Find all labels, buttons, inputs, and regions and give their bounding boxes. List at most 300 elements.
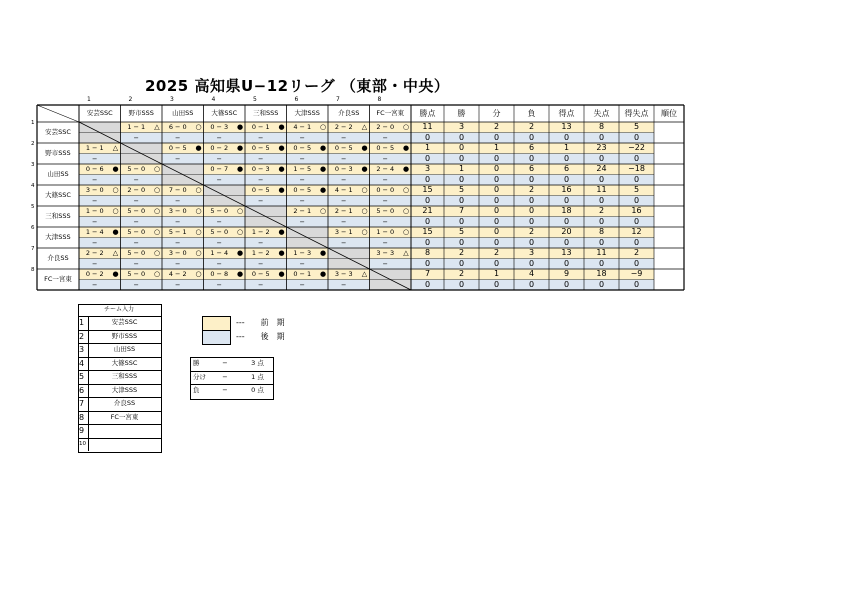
second-half-score: − (341, 280, 347, 289)
stat-header: 勝点 (419, 109, 436, 118)
stat-second-half: 0 (458, 279, 465, 289)
first-half-score: 5 − 0 (376, 207, 395, 215)
second-half-score: − (216, 133, 222, 142)
result-mark: ● (278, 165, 285, 173)
column-number: 8 (377, 96, 382, 103)
result-mark: △ (112, 144, 119, 152)
result-mark: ○ (153, 165, 161, 173)
first-half-score: 5 − 0 (127, 228, 146, 236)
second-half-score: − (92, 238, 98, 247)
result-mark: ○ (153, 186, 161, 194)
stat-first-half: 0 (493, 206, 500, 215)
column-number: 2 (128, 96, 133, 103)
stat-second-half: 0 (563, 258, 570, 268)
stat-first-half: 2 (528, 227, 535, 236)
stat-header: 得点 (558, 109, 575, 118)
second-half-score: − (133, 280, 139, 289)
first-half-score: 4 − 1 (334, 186, 353, 194)
stat-first-half: 0 (458, 143, 465, 152)
stat-second-half: 0 (563, 132, 570, 142)
result-mark: ○ (112, 207, 119, 215)
second-half-score: − (133, 196, 139, 205)
second-half-score: − (216, 259, 222, 268)
stat-first-half: 5 (633, 185, 640, 194)
stat-first-half: 16 (561, 185, 572, 194)
row-team-name: 大篠SSC (45, 191, 71, 199)
result-mark: ● (236, 249, 244, 257)
result-mark: ○ (112, 186, 119, 194)
column-team-header: 大篠SSC (211, 109, 238, 117)
stat-second-half: 0 (493, 195, 500, 205)
first-half-score: 2 − 1 (293, 207, 312, 215)
second-half-score: − (341, 196, 347, 205)
stat-first-half: 0 (493, 227, 500, 236)
stat-second-half: 0 (493, 132, 500, 142)
result-mark: ● (319, 249, 327, 257)
stat-second-half: 0 (424, 237, 431, 247)
first-half-score: 1 − 4 (85, 228, 104, 236)
team-input-number: 3 (79, 345, 85, 354)
first-half-score: 0 − 0 (376, 186, 395, 194)
first-half-score: 5 − 0 (127, 165, 146, 173)
first-half-score: 0 − 5 (376, 144, 395, 152)
column-team-header: 三和SSS (253, 109, 279, 117)
stat-second-half: 0 (424, 279, 431, 289)
second-half-score: − (175, 259, 181, 268)
row-number: 2 (31, 141, 35, 147)
first-half-score: 0 − 5 (168, 144, 187, 152)
second-half-score: − (258, 259, 264, 268)
second-half-score: − (175, 238, 181, 247)
stat-second-half: 0 (424, 174, 431, 184)
second-half-score: − (175, 196, 181, 205)
team-input-name: 野市SSS (111, 331, 138, 340)
stat-first-half: 23 (596, 143, 607, 152)
team-input-name: 大篠SSC (111, 358, 138, 367)
result-mark: ○ (402, 228, 410, 236)
second-half-score: − (341, 175, 347, 184)
second-half-score: − (216, 217, 222, 226)
stat-second-half: 0 (633, 258, 640, 268)
result-mark: ○ (361, 186, 368, 194)
result-mark: ○ (361, 207, 368, 215)
stat-second-half: 0 (598, 237, 605, 247)
stat-first-half: 8 (424, 248, 431, 257)
result-mark: ○ (153, 228, 161, 236)
corner-diagonal (37, 105, 79, 122)
stat-first-half: 6 (563, 164, 570, 173)
stat-first-half: 1 (493, 269, 500, 278)
row-team-name: 野市SSS (45, 149, 71, 157)
second-half-score: − (175, 133, 181, 142)
column-team-header: 安芸SSC (86, 109, 113, 117)
stat-first-half: 0 (493, 185, 500, 194)
second-half-score: − (92, 217, 98, 226)
first-half-score: 0 − 3 (210, 123, 229, 131)
result-mark: ● (361, 165, 368, 173)
second-half-score: − (133, 175, 139, 184)
stat-second-half: 0 (563, 216, 570, 226)
stat-first-half: 7 (458, 206, 465, 215)
stat-header: 順位 (661, 109, 677, 118)
result-mark: ○ (195, 123, 202, 131)
stat-first-half: 11 (422, 122, 433, 131)
stat-second-half: 0 (563, 279, 570, 289)
first-half-score: 5 − 0 (127, 249, 146, 257)
stat-second-half: 0 (458, 132, 465, 142)
column-team-header: 大津SSS (294, 109, 320, 117)
points-value: 1 点 (251, 372, 264, 381)
first-half-score: 0 − 3 (334, 165, 353, 173)
stat-second-half: 0 (528, 195, 535, 205)
stat-second-half: 0 (458, 237, 465, 247)
stat-second-half: 0 (598, 174, 605, 184)
row-number: 1 (31, 120, 35, 126)
first-half-score: 5 − 0 (127, 270, 146, 278)
result-mark: △ (361, 270, 368, 278)
team-input-name: 介良SS (113, 399, 136, 407)
team-input-name: 山田SS (113, 345, 136, 353)
stat-second-half: 0 (528, 174, 535, 184)
second-half-score: − (133, 217, 139, 226)
second-half-score: − (299, 217, 305, 226)
team-input-number: 8 (79, 412, 85, 422)
stat-second-half: 0 (633, 279, 640, 289)
stat-second-half: 0 (633, 174, 640, 184)
row-team-name: 三和SSS (45, 212, 71, 220)
first-half-score: 4 − 1 (293, 123, 312, 131)
points-label: 負 (193, 386, 200, 394)
result-mark: ● (319, 270, 327, 278)
stat-second-half: 0 (493, 258, 500, 268)
second-half-score: − (341, 238, 347, 247)
first-half-score: 1 − 2 (251, 249, 270, 257)
result-mark: ● (112, 228, 119, 236)
second-half-swatch (202, 330, 231, 345)
first-half-label: --- 前 期 (236, 318, 285, 327)
second-half-score: − (382, 133, 388, 142)
stat-second-half: 0 (633, 132, 640, 142)
stat-first-half: 1 (458, 164, 465, 173)
stat-second-half: 0 (633, 195, 640, 205)
stat-first-half: 0 (493, 164, 500, 173)
stat-first-half: 2 (528, 122, 535, 131)
first-half-score: 0 − 5 (251, 270, 270, 278)
stat-first-half: 1 (493, 143, 500, 152)
result-mark: ● (402, 165, 410, 173)
second-half-score: − (133, 133, 139, 142)
stat-first-half: 6 (528, 143, 535, 152)
first-half-score: 1 − 1 (127, 123, 146, 131)
stat-first-half: 11 (596, 185, 607, 194)
second-half-score: − (258, 154, 264, 163)
stat-second-half: 0 (598, 153, 605, 163)
row-team-name: 大津SSS (45, 233, 71, 241)
team-input-number: 5 (79, 372, 85, 381)
first-half-score: 2 − 0 (127, 186, 146, 194)
stat-second-half: 0 (458, 216, 465, 226)
stat-first-half: 3 (458, 122, 465, 131)
stat-first-half: 12 (631, 227, 642, 236)
second-half-score: − (258, 175, 264, 184)
first-half-score: 3 − 3 (334, 270, 353, 278)
stat-second-half: 0 (563, 195, 570, 205)
result-mark: ○ (402, 207, 410, 215)
first-half-score: 2 − 2 (85, 249, 104, 257)
first-half-score: 0 − 5 (293, 186, 312, 194)
column-team-header: 介良SS (338, 109, 360, 117)
stat-second-half: 0 (598, 279, 605, 289)
stat-first-half: 6 (528, 164, 535, 173)
stat-first-half: 2 (493, 248, 500, 257)
stat-second-half: 0 (493, 279, 500, 289)
second-half-score: − (175, 280, 181, 289)
second-half-score: − (216, 175, 222, 184)
row-number: 8 (31, 267, 35, 273)
second-half-score: − (258, 133, 264, 142)
first-half-score: 2 − 4 (376, 165, 395, 173)
first-half-score: 1 − 2 (251, 228, 270, 236)
points-dash: − (222, 359, 228, 367)
first-half-score: 0 − 8 (210, 270, 229, 278)
team-input-number: 10 (79, 440, 86, 447)
team-input-number: 7 (79, 399, 85, 408)
first-half-score: 1 − 1 (85, 144, 104, 152)
result-mark: ● (319, 144, 327, 152)
stat-second-half: 0 (493, 153, 500, 163)
row-team-name: 安芸SSC (45, 128, 71, 136)
result-mark: ○ (195, 186, 202, 194)
stat-second-half: 0 (424, 195, 431, 205)
result-mark: △ (112, 249, 119, 257)
second-half-score: − (92, 280, 98, 289)
result-mark: ● (278, 186, 285, 194)
first-half-score: 0 − 6 (85, 165, 104, 173)
result-mark: ○ (402, 186, 410, 194)
result-mark: ○ (195, 249, 202, 257)
column-number: 7 (336, 96, 340, 103)
column-number: 6 (294, 96, 299, 103)
stat-first-half: 18 (561, 206, 572, 215)
first-half-score: 0 − 3 (251, 165, 270, 173)
second-half-score: − (299, 259, 305, 268)
stat-first-half: 5 (458, 227, 465, 236)
stat-first-half: 13 (561, 248, 572, 257)
result-mark: ○ (195, 270, 202, 278)
points-label: 勝 (193, 359, 200, 367)
second-half-score: − (258, 238, 264, 247)
row-team-name: 山田SS (47, 170, 69, 178)
column-number: 5 (253, 96, 257, 103)
stat-first-half: 2 (458, 269, 465, 278)
first-half-score: 0 − 7 (210, 165, 229, 173)
column-team-header: 山田SS (172, 109, 194, 117)
stat-second-half: 0 (493, 216, 500, 226)
second-half-score: − (299, 175, 305, 184)
first-half-score: 1 − 0 (85, 207, 104, 215)
first-half-score: 3 − 0 (85, 186, 104, 194)
result-mark: △ (403, 249, 409, 257)
stat-first-half: −22 (628, 143, 645, 152)
first-half-score: 4 − 2 (168, 270, 187, 278)
second-half-score: − (382, 154, 388, 163)
stat-second-half: 0 (424, 216, 431, 226)
stat-first-half: 7 (424, 269, 431, 278)
result-mark: ● (361, 144, 368, 152)
result-mark: ○ (153, 249, 161, 257)
second-half-score: − (92, 175, 98, 184)
stat-second-half: 0 (424, 153, 431, 163)
stat-second-half: 0 (528, 237, 535, 247)
row-number: 3 (31, 162, 35, 168)
row-number: 5 (31, 204, 35, 210)
row-number: 4 (31, 183, 35, 189)
stat-first-half: 16 (631, 206, 642, 215)
row-number: 6 (31, 225, 35, 231)
second-half-score: − (92, 196, 98, 205)
first-half-score: 1 − 5 (293, 165, 312, 173)
stat-second-half: 0 (493, 237, 500, 247)
column-number: 1 (87, 96, 91, 103)
first-half-score: 0 − 5 (251, 144, 270, 152)
stat-first-half: 11 (596, 248, 607, 257)
team-input-number: 2 (79, 331, 85, 341)
second-half-score: − (382, 175, 388, 184)
first-half-score: 3 − 0 (168, 207, 187, 215)
stat-first-half: 2 (528, 185, 535, 194)
stat-second-half: 0 (598, 216, 605, 226)
second-half-score: − (258, 196, 264, 205)
stat-second-half: 0 (458, 258, 465, 268)
first-half-score: 5 − 0 (210, 228, 229, 236)
stat-first-half: 2 (458, 248, 465, 257)
stat-first-half: 2 (493, 122, 500, 131)
team-input-name: 三和SSS (111, 372, 138, 380)
team-input-header: チーム入力 (103, 306, 134, 313)
second-half-score: − (382, 196, 388, 205)
result-mark: ● (112, 165, 119, 173)
team-input-name (89, 438, 160, 452)
stat-second-half: 0 (633, 237, 640, 247)
row-team-name: 介良SS (47, 254, 69, 262)
stat-first-half: 13 (561, 122, 572, 131)
first-half-score: 2 − 2 (334, 123, 353, 131)
stat-first-half: 9 (563, 269, 570, 278)
stat-first-half: 2 (598, 206, 605, 215)
column-number: 4 (211, 96, 216, 103)
second-half-score: − (341, 133, 347, 142)
result-mark: ○ (319, 207, 327, 215)
first-half-score: 1 − 4 (210, 249, 229, 257)
result-mark: ● (236, 144, 244, 152)
stat-header: 失点 (593, 109, 610, 118)
team-input-number: 6 (79, 385, 85, 395)
stat-second-half: 0 (458, 195, 465, 205)
team-input-name: 安芸SSC (111, 318, 138, 326)
second-half-label: --- 後 期 (236, 332, 285, 341)
first-half-score: 0 − 5 (251, 186, 270, 194)
second-half-score: − (133, 259, 139, 268)
result-mark: ● (195, 144, 202, 152)
stat-second-half: 0 (528, 258, 535, 268)
team-input-name: FC一宮東 (110, 412, 139, 421)
first-half-score: 1 − 3 (293, 249, 312, 257)
stat-first-half: 5 (458, 185, 465, 194)
stat-first-half: −9 (630, 269, 643, 278)
first-half-score: 3 − 1 (334, 228, 353, 236)
result-mark: △ (154, 123, 160, 131)
result-mark: ○ (195, 228, 202, 236)
stat-second-half: 0 (598, 132, 605, 142)
column-team-header: 野市SSS (128, 109, 154, 117)
team-input-number: 9 (79, 426, 85, 435)
points-label: 分け (193, 372, 206, 381)
second-half-score: − (341, 217, 347, 226)
points-value: 0 点 (251, 386, 264, 394)
stat-first-half: 15 (422, 227, 433, 236)
result-mark: ○ (402, 123, 410, 131)
stat-first-half: 1 (424, 143, 431, 152)
page-title: 2025 高知県U−12リーグ （東部・中央） (145, 77, 450, 95)
stat-second-half: 0 (493, 174, 500, 184)
result-mark: ○ (361, 228, 368, 236)
first-half-score: 3 − 3 (376, 249, 395, 257)
second-half-score: − (299, 280, 305, 289)
result-mark: ● (278, 144, 285, 152)
points-dash: − (222, 372, 228, 381)
first-half-score: 3 − 0 (168, 249, 187, 257)
result-mark: ● (402, 144, 410, 152)
row-team-name: FC一宮東 (44, 275, 72, 283)
second-half-score: − (92, 154, 98, 163)
second-half-score: − (382, 259, 388, 268)
stat-first-half: 24 (596, 164, 607, 173)
team-input-name: 大津SSS (111, 385, 138, 394)
result-mark: ● (319, 165, 327, 173)
second-half-score: − (341, 154, 347, 163)
first-half-score: 5 − 0 (210, 207, 229, 215)
second-half-score: − (382, 217, 388, 226)
first-half-score: 1 − 0 (376, 228, 395, 236)
result-mark: ○ (319, 123, 327, 131)
second-half-score: − (258, 280, 264, 289)
first-half-score: 0 − 2 (210, 144, 229, 152)
second-half-score: − (299, 133, 305, 142)
team-input-name (89, 424, 160, 438)
stat-header: 負 (527, 109, 536, 118)
second-half-score: − (92, 259, 98, 268)
result-mark: ● (278, 228, 285, 236)
first-half-score: 5 − 1 (168, 228, 187, 236)
stat-second-half: 0 (528, 132, 535, 142)
stat-second-half: 0 (424, 132, 431, 142)
result-mark: ○ (153, 270, 161, 278)
stat-first-half: 8 (598, 227, 605, 236)
result-mark: ○ (236, 207, 244, 215)
stat-second-half: 0 (458, 174, 465, 184)
first-half-score: 6 − 0 (168, 123, 187, 131)
stat-first-half: 5 (633, 122, 640, 131)
result-mark: ● (278, 123, 285, 131)
team-input-number: 4 (79, 358, 85, 368)
column-number: 3 (170, 96, 174, 103)
stat-second-half: 0 (424, 258, 431, 268)
stat-first-half: −18 (628, 164, 645, 173)
result-mark: ● (319, 186, 327, 194)
first-half-score: 2 − 0 (376, 123, 395, 131)
stat-first-half: 3 (424, 164, 431, 173)
row-number: 7 (31, 246, 35, 252)
